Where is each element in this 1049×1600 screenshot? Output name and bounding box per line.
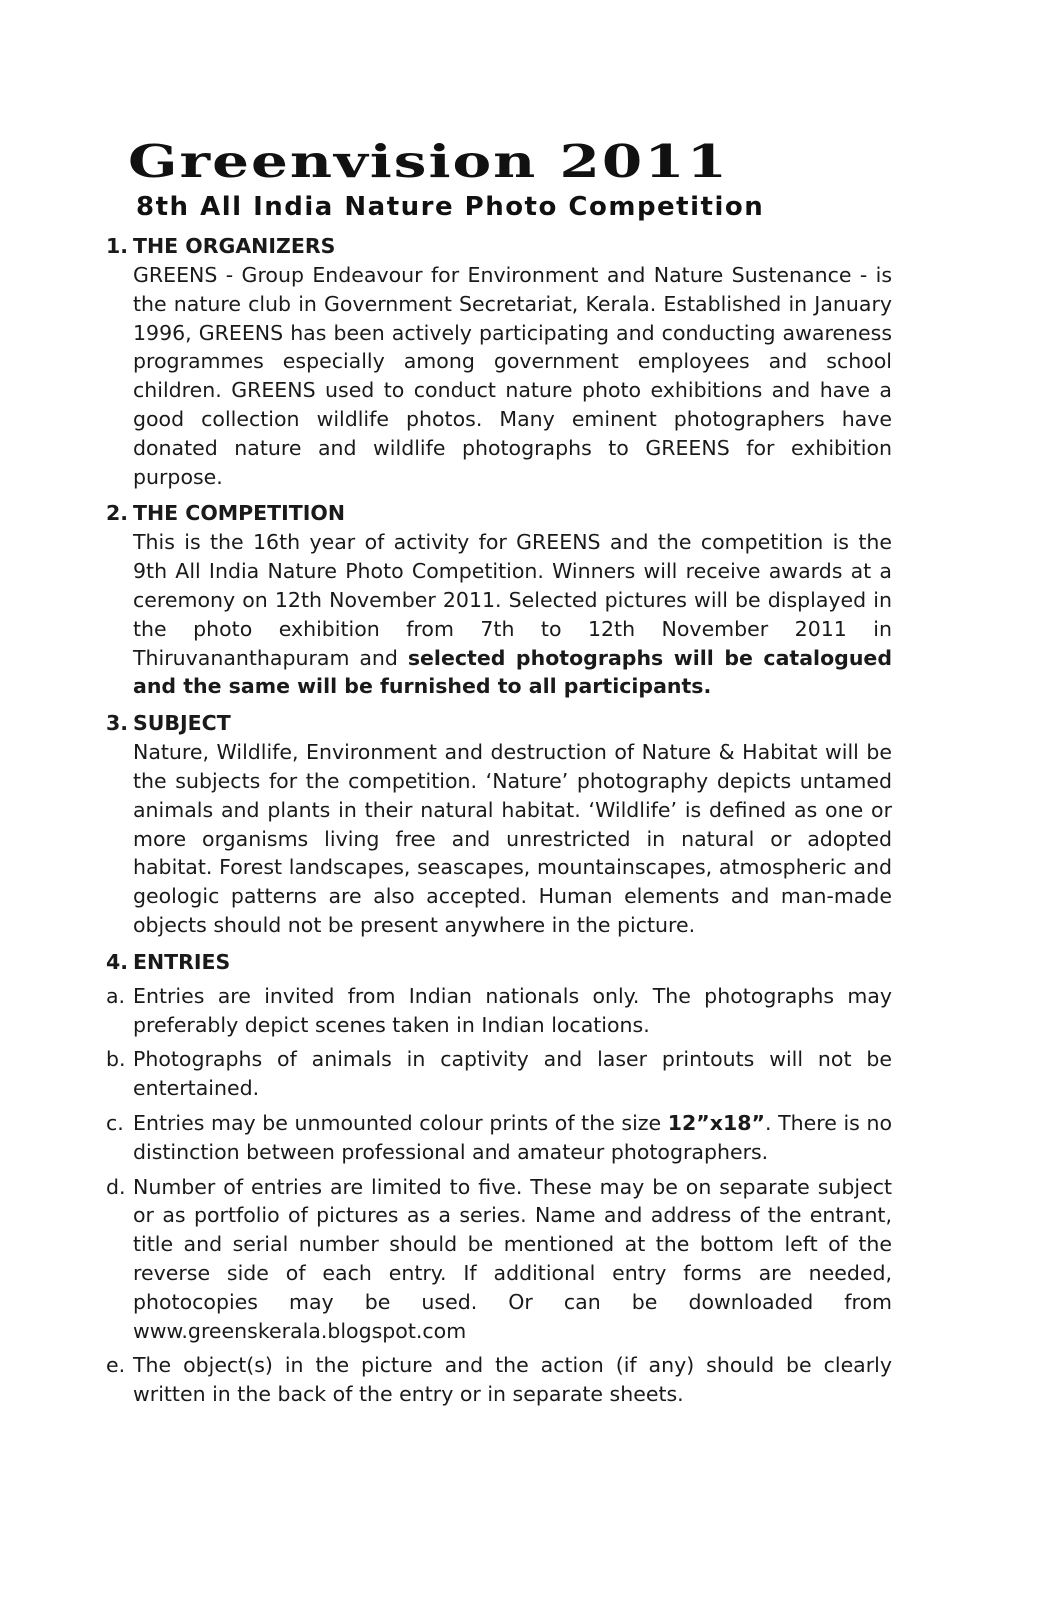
competition-subtitle: 8th All India Nature Photo Competition (136, 192, 765, 222)
list-item (106, 1045, 892, 1103)
item-bold-text: 12”x18” (667, 1110, 766, 1135)
section-title: THE ORGANIZERS (133, 234, 336, 258)
section-body (133, 528, 892, 701)
section-heading (106, 499, 892, 527)
item-text: . There is no distinction between professional and amateur photographers. (133, 1110, 892, 1164)
section-title: THE COMPETITION (133, 501, 345, 526)
body-bold-text: selected photographs will be catalogued and the same will be furnished to all participants. (133, 645, 892, 699)
section-body: Nature, Wildlife, Environment and destruction of Nature & Habitat will be the subjects for the competition. ‘Nature’ photography depicts untamed animals and plants in their natural habitat. ‘Wildlife’ is defined as one or more organisms living free and unrestricted in natural or adopted habitat. Forest landscapes, seascapes, mountainscapes, atmospheric and geologic patterns are also accepted. Human elements and man-made objects should not be present anywhere in the picture. (133, 740, 892, 937)
item-letter: d. (106, 1174, 126, 1199)
item-text: Photographs of animals in captivity and laser printouts will not be entertained. (133, 1047, 892, 1101)
item-text: Entries may be unmounted colour prints of the size (133, 1110, 662, 1135)
section-title: ENTRIES (133, 949, 231, 974)
section-number: 3. (106, 711, 129, 736)
body-text: This is the 16th year of activity for GREENS and the competition is the 9th All India Nature Photo Competition. Winners will receive awards at a ceremony on 12th November 2011. Selected pictures will be displayed in the photo exhibition from 7th to 12th November 2011 in Thiruvananthapuram and (133, 530, 892, 670)
item-text: Number of entries are limited to five. These may be on separate subject or as portfolio of pictures as a series. Name and address of the entrant, title and serial number should be mentioned at the bottom left of the reverse side of each entry. If additional entry forms are needed, photocopies may be used. Or can be downloaded from www.greenskerala.blogspot.com (133, 1174, 892, 1343)
section-number: 1. (106, 234, 129, 258)
item-letter: a. (106, 983, 126, 1008)
section-number: 4. (106, 949, 129, 974)
item-text: Entries are invited from Indian nationals only. The photographs may preferably depict scenes taken in Indian locations. (133, 983, 892, 1037)
item-text: The object(s) in the picture and the action (if any) should be clearly written in the back of the entry or in separate sheets. (133, 1353, 892, 1407)
rules-content (106, 232, 892, 1415)
section-organizers (106, 232, 892, 491)
competition-title: Greenvision 2011 (128, 134, 729, 188)
section-competition (106, 499, 892, 701)
section-heading (106, 709, 892, 737)
item-letter: c. (106, 1110, 124, 1135)
section-body: GREENS - Group Endeavour for Environment and Nature Sustenance - is the nature club in Government Secretariat, Kerala. Established in January 1996, GREENS has been actively participating and conducting awareness programmes especially among government employees and school children. GREENS used to conduct nature photo exhibitions and have a good collection wildlife photos. Many eminent photographers have donated nature and wildlife photographs to GREENS for exhibition purpose. (133, 263, 892, 489)
item-letter: b. (106, 1047, 126, 1072)
list-item (106, 1173, 892, 1346)
section-heading (106, 232, 892, 260)
section-subject (106, 709, 892, 940)
list-item (106, 1109, 892, 1167)
list-item (106, 1351, 892, 1409)
section-number: 2. (106, 501, 129, 526)
section-entries (106, 948, 892, 1409)
list-item (106, 982, 892, 1040)
section-heading (106, 948, 892, 976)
item-letter: e. (106, 1353, 126, 1378)
section-title: SUBJECT (133, 711, 231, 736)
